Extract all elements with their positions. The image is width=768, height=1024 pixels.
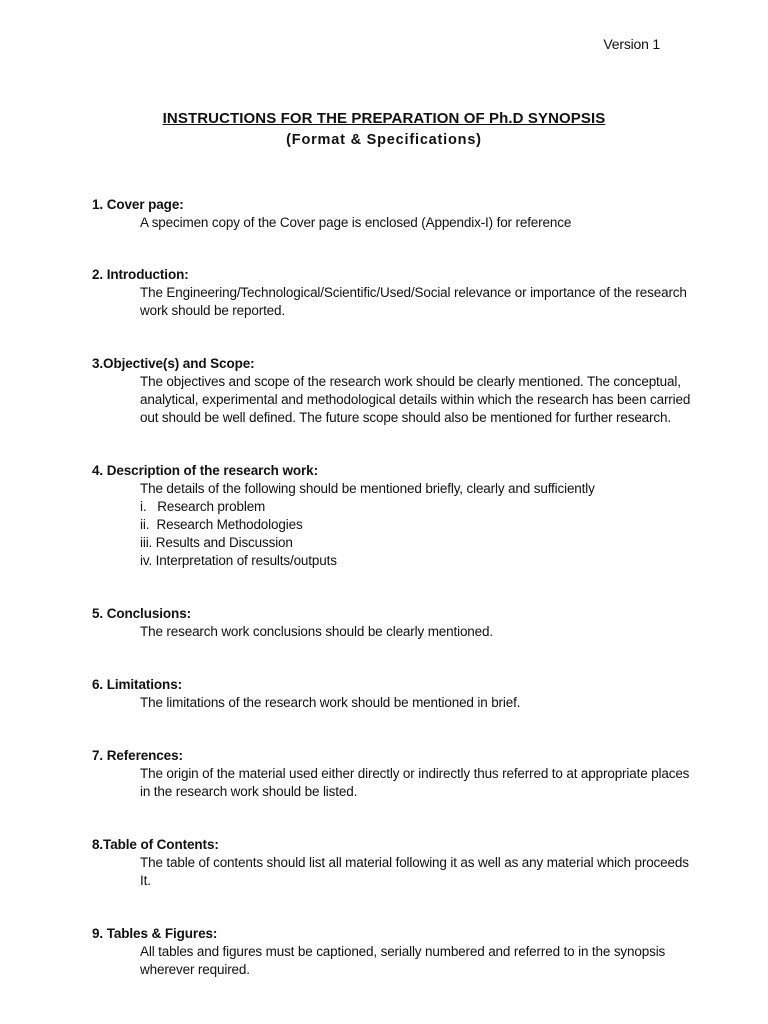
section-heading: 2. Introduction: [92,267,189,282]
list-item: iii. Results and Discussion [140,535,293,550]
document-subtitle: (Format & Specifications) [286,132,482,148]
section-tables-figures [92,925,692,979]
section-heading: 3.Objective(s) and Scope: [92,356,255,371]
document-title: INSTRUCTIONS FOR THE PREPARATION OF Ph.D SYNOPSIS [162,110,606,127]
section-body-line: work should be reported. [140,303,285,318]
list-item: i. Research problem [140,499,266,514]
section-body-line: in the research work should be listed. [140,784,358,799]
section-heading: 9. Tables & Figures: [92,926,218,941]
list-item: iv. Interpretation of results/outputs [140,553,337,568]
section-objectives-scope [92,355,692,427]
section-body-line: The research work conclusions should be clearly mentioned. [140,624,493,639]
section-introduction [92,266,692,320]
list-item: ii. Research Methodologies [140,517,303,532]
section-heading: 6. Limitations: [92,677,183,692]
section-body-line: All tables and figures must be captioned, serially numbered and referred to in the synopsis [140,944,666,959]
section-body-line: The Engineering/Technological/Scientific/Used/Social relevance or importance of the research [140,285,687,300]
section-body-line: The objectives and scope of the research work should be clearly mentioned. The conceptual, [140,374,681,389]
section-body-line: A specimen copy of the Cover page is enclosed (Appendix-I) for reference [140,215,572,230]
section-body-line: The table of contents should list all material following it as well as any material which proceeds [140,855,689,870]
section-table-of-contents [92,836,692,890]
section-heading: 7. References: [92,748,183,763]
section-body-line: wherever required. [140,962,250,977]
section-heading: 8.Table of Contents: [92,837,219,852]
section-references [92,747,692,801]
section-body-line: The limitations of the research work should be mentioned in brief. [140,695,521,710]
section-conclusions [92,605,692,641]
research-details-list [140,498,692,570]
section-body-line: It. [140,873,151,888]
section-heading: 4. Description of the research work: [92,463,318,478]
section-body-line: out should be well defined. The future scope should also be mentioned for further research. [140,410,671,425]
section-body-line: The origin of the material used either directly or indirectly thus referred to at appropriate places [140,766,690,781]
section-heading: 5. Conclusions: [92,606,192,621]
version-label: Version 1 [603,36,660,52]
section-description-research-work [92,462,692,570]
section-body-line: analytical, experimental and methodological details within which the research has been carried [140,392,691,407]
section-body-line: The details of the following should be mentioned briefly, clearly and sufficiently [140,481,595,496]
section-limitations [92,676,692,712]
section-cover-page [92,196,692,232]
section-heading: 1. Cover page: [92,197,184,212]
